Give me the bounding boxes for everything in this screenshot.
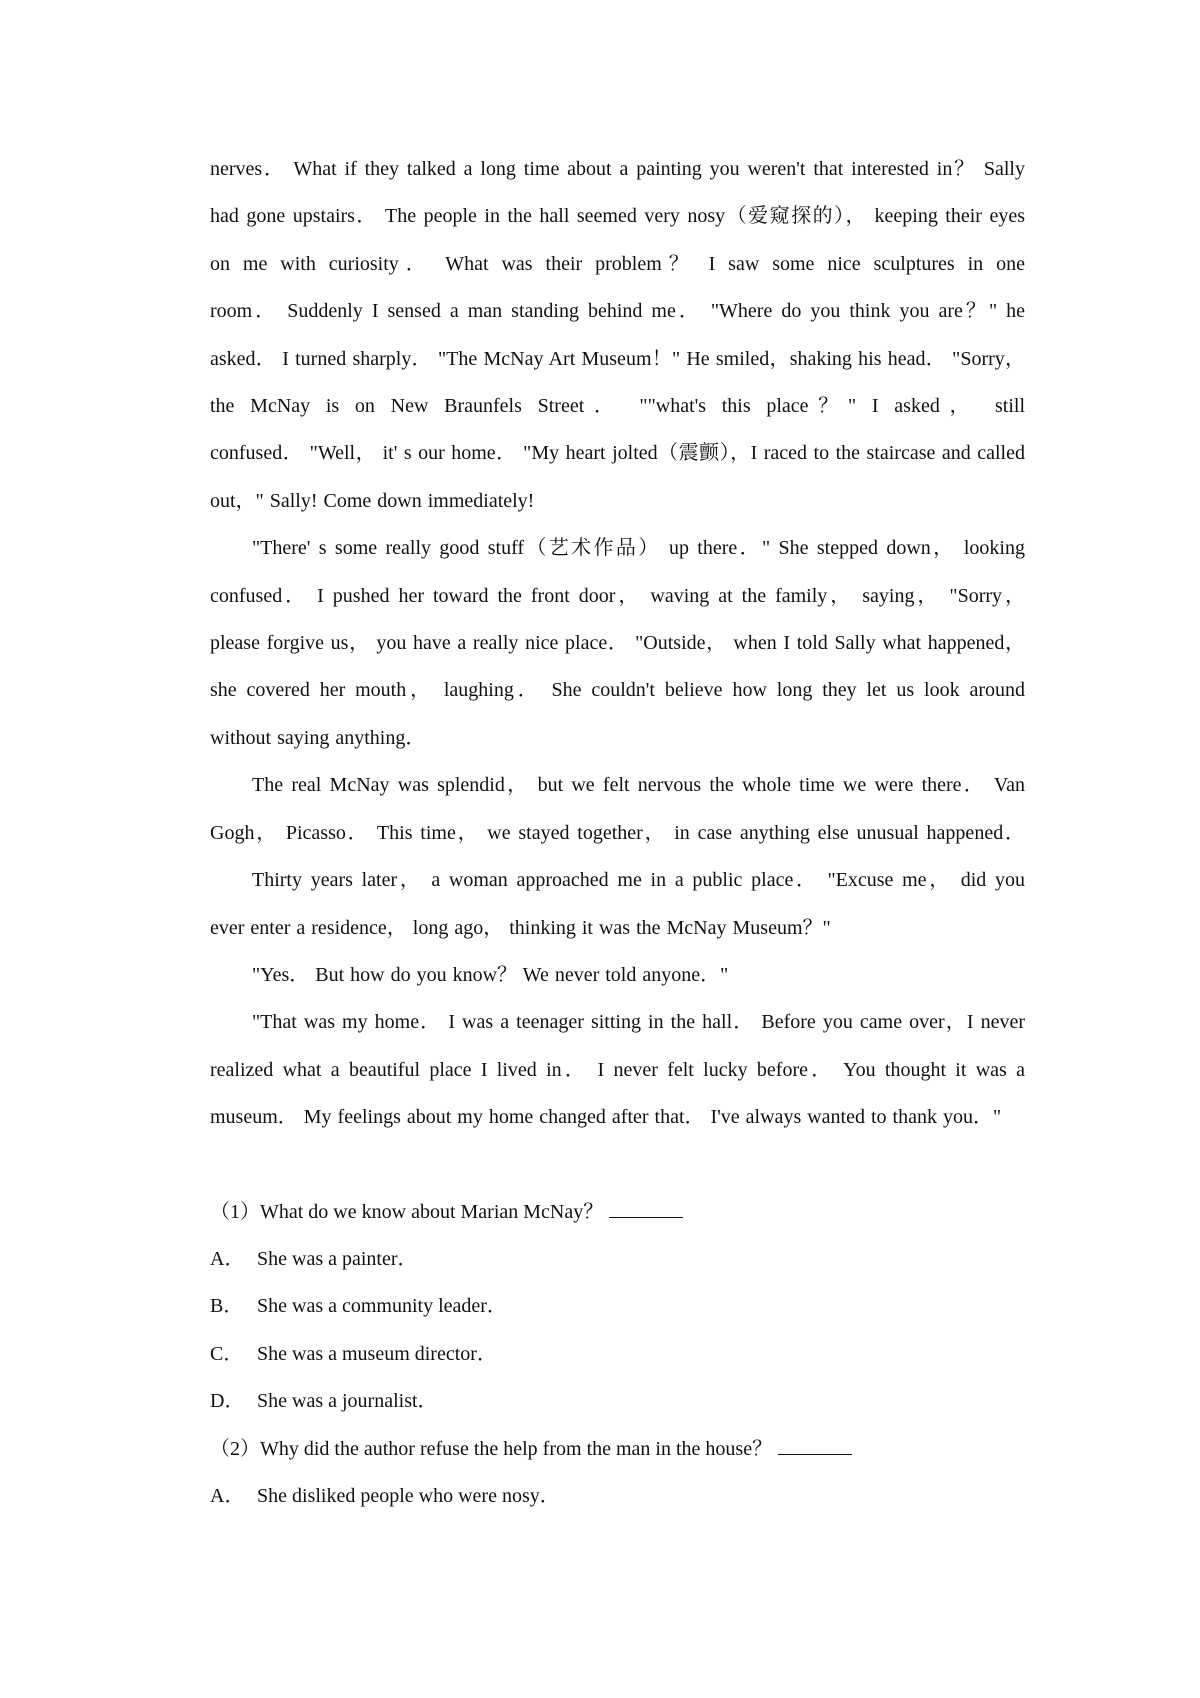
passage-line: The real McNay was splendid， but we felt nervous the whole time we were there． Van bbox=[252, 774, 1025, 797]
passage-line: asked． I turned sharply． "The McNay Art Museum！" He smiled，shaking his head． "Sorry， bbox=[210, 347, 1025, 370]
option-b[interactable] bbox=[210, 1283, 1025, 1330]
option-a[interactable] bbox=[210, 1473, 1025, 1520]
option-text: She was a community leader． bbox=[257, 1295, 507, 1318]
option-letter: A． bbox=[210, 1247, 245, 1270]
section-gap bbox=[210, 1142, 1025, 1189]
passage-line: "There' s some really good stuff（艺术作品） up there．" She stepped down， looking bbox=[252, 537, 1025, 560]
passage-line: without saying anything． bbox=[210, 726, 426, 749]
question-1 bbox=[210, 1189, 1025, 1426]
passage-line: please forgive us， you have a really nice place． "Outside， when I told Sally what happened， bbox=[210, 632, 1025, 655]
option-letter: D． bbox=[210, 1390, 245, 1413]
option-c[interactable] bbox=[210, 1331, 1025, 1378]
document-page bbox=[210, 146, 1025, 1520]
passage-line: ever enter a residence， long ago， thinking it was the McNay Museum？" bbox=[210, 916, 831, 939]
question-stem bbox=[210, 1426, 1025, 1473]
passage-line: confused． "Well， it' s our home． "My heart jolted（震颤），I raced to the staircase and called bbox=[210, 442, 1025, 465]
passage-line: the McNay is on New Braunfels Street． ""what's this place？" I asked， still bbox=[210, 395, 1025, 418]
passage-line: she covered her mouth， laughing． She couldn't believe how long they let us look around bbox=[210, 679, 1025, 702]
passage-line: out，" Sally! Come down immediately! bbox=[210, 489, 535, 512]
passage-line: museum． My feelings about my home changed after that． I've always wanted to thank you．" bbox=[210, 1106, 1002, 1129]
passage-line: had gone upstairs． The people in the hall seemed very nosy（爱窥探的）， keeping their eyes bbox=[210, 205, 1025, 228]
option-text: She was a journalist． bbox=[257, 1390, 438, 1413]
passage-line: "That was my home． I was a teenager sitting in the hall． Before you came over，I never bbox=[252, 1011, 1025, 1034]
answer-blank[interactable] bbox=[778, 1438, 852, 1455]
option-text: She was a painter． bbox=[257, 1247, 418, 1270]
passage-line: on me with curiosity． What was their problem？ I saw some nice sculptures in one bbox=[210, 252, 1025, 275]
question-2 bbox=[210, 1426, 1025, 1521]
option-letter: C． bbox=[210, 1342, 244, 1365]
question-text: What do we know about Marian McNay？ bbox=[260, 1200, 604, 1223]
option-letter: B． bbox=[210, 1295, 244, 1318]
option-text: She disliked people who were nosy． bbox=[257, 1484, 560, 1507]
option-letter: A． bbox=[210, 1484, 245, 1507]
option-text: She was a museum director． bbox=[257, 1342, 497, 1365]
passage-line: nerves． What if they talked a long time about a painting you weren't that interested in？ Sally bbox=[210, 158, 1025, 180]
passage-line: room． Suddenly I sensed a man standing behind me． "Where do you think you are？" he bbox=[210, 300, 1025, 323]
option-d[interactable] bbox=[210, 1378, 1025, 1425]
passage-line: confused． I pushed her toward the front door， waving at the family， saying， "Sorry， bbox=[210, 584, 1025, 607]
passage bbox=[210, 146, 1025, 1142]
question-text: Why did the author refuse the help from the man in the house？ bbox=[260, 1437, 773, 1460]
question-number: （2） bbox=[210, 1437, 260, 1460]
option-a[interactable] bbox=[210, 1236, 1025, 1283]
answer-blank[interactable] bbox=[609, 1201, 683, 1218]
question-number: （1） bbox=[210, 1200, 260, 1223]
passage-line: Gogh， Picasso． This time， we stayed together， in case anything else unusual happened． bbox=[210, 821, 1025, 844]
passage-line: realized what a beautiful place I lived in． I never felt lucky before． You thought it was a bbox=[210, 1058, 1025, 1081]
passage-line: "Yes． But how do you know？ We never told anyone．" bbox=[252, 963, 729, 986]
question-stem bbox=[210, 1189, 1025, 1236]
passage-line: Thirty years later， a woman approached me in a public place． "Excuse me， did you bbox=[252, 869, 1025, 892]
